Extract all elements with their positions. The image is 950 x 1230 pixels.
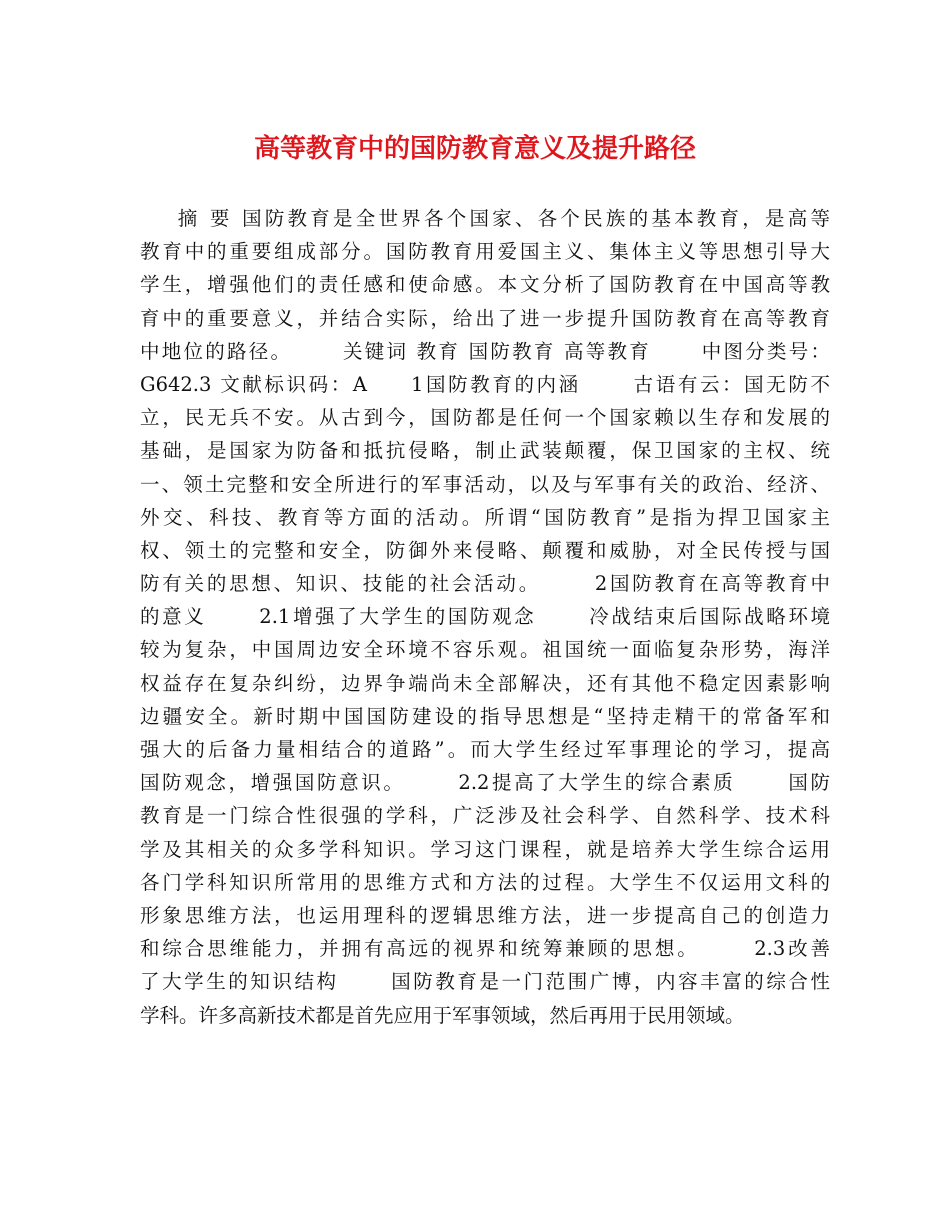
body-line: 形象思维方法，也运用理科的逻辑思维方法，进一步提高自己的创造力 bbox=[140, 903, 830, 927]
body-line: 强大的后备力量相结合的道路”。而大学生经过军事理论的学习，提高 bbox=[140, 738, 830, 761]
body-line: 基础，是国家为防备和抵抗侵略，制止武装颠覆，保卫国家的主权、统 bbox=[140, 439, 830, 463]
body-line: 较为复杂，中国周边安全环境不容乐观。祖国统一面临复杂形势，海洋 bbox=[140, 638, 830, 662]
body-line: 国防观念，增强国防意识。 2.2提高了大学生的综合素质 国防 bbox=[140, 771, 830, 795]
body-line: 中地位的路径。 关键词 教育 国防教育 高等教育 中图分类号： bbox=[140, 339, 830, 363]
body-line: 学科。许多高新技术都是首先应用于军事领域，然后再用于民用领域。 bbox=[140, 1003, 745, 1027]
body-line: 学及其相关的众多学科知识。学习这门课程，就是培养大学生综合运用 bbox=[140, 837, 830, 861]
document-body bbox=[140, 202, 830, 1032]
body-line: 边疆安全。新时期中国国防建设的指导思想是“坚持走精干的常备军和 bbox=[140, 704, 830, 728]
body-line: 外交、科技、教育等方面的活动。所谓“国防教育”是指为捍卫国家主 bbox=[140, 505, 830, 529]
body-line: 教育中的重要组成部分。国防教育用爱国主义、集体主义等思想引导大 bbox=[140, 240, 830, 264]
body-line: 教育是一门综合性很强的学科，广泛涉及社会科学、自然科学、技术科 bbox=[140, 804, 830, 828]
body-line: 权益存在复杂纠纷，边界争端尚未全部解决，还有其他不稳定因素影响 bbox=[140, 671, 830, 695]
body-line: 防有关的思想、知识、技能的社会活动。 2国防教育在高等教育中 bbox=[140, 572, 830, 596]
body-line: 学生，增强他们的责任感和使命感。本文分析了国防教育在中国高等教 bbox=[140, 273, 830, 297]
document-title: 高等教育中的国防教育意义及提升路径 bbox=[253, 134, 696, 164]
body-line: 各门学科知识所常用的思维方式和方法的过程。大学生不仅运用文科的 bbox=[140, 870, 830, 894]
body-line: G642.3 文献标识码：A 1国防教育的内涵 古语有云：国无防不 bbox=[140, 372, 830, 396]
body-line: 摘 要 国防教育是全世界各个国家、各个民族的基本教育，是高等 bbox=[140, 207, 830, 230]
body-line: 的意义 2.1增强了大学生的国防观念 冷战结束后国际战略环境 bbox=[140, 605, 830, 629]
body-line: 育中的重要意义，并结合实际，给出了进一步提升国防教育在高等教育 bbox=[140, 306, 830, 330]
body-line: 和综合思维能力，并拥有高远的视界和统筹兼顾的思想。 2.3改善 bbox=[140, 937, 830, 961]
body-line: 了大学生的知识结构 国防教育是一门范围广博，内容丰富的综合性 bbox=[140, 970, 830, 994]
body-line: 立，民无兵不安。从古到今，国防都是任何一个国家赖以生存和发展的 bbox=[140, 406, 830, 430]
body-line: 权、领土的完整和安全，防御外来侵略、颠覆和威胁，对全民传授与国 bbox=[140, 538, 830, 562]
body-line: 一、领土完整和安全所进行的军事活动，以及与军事有关的政治、经济、 bbox=[140, 472, 830, 496]
